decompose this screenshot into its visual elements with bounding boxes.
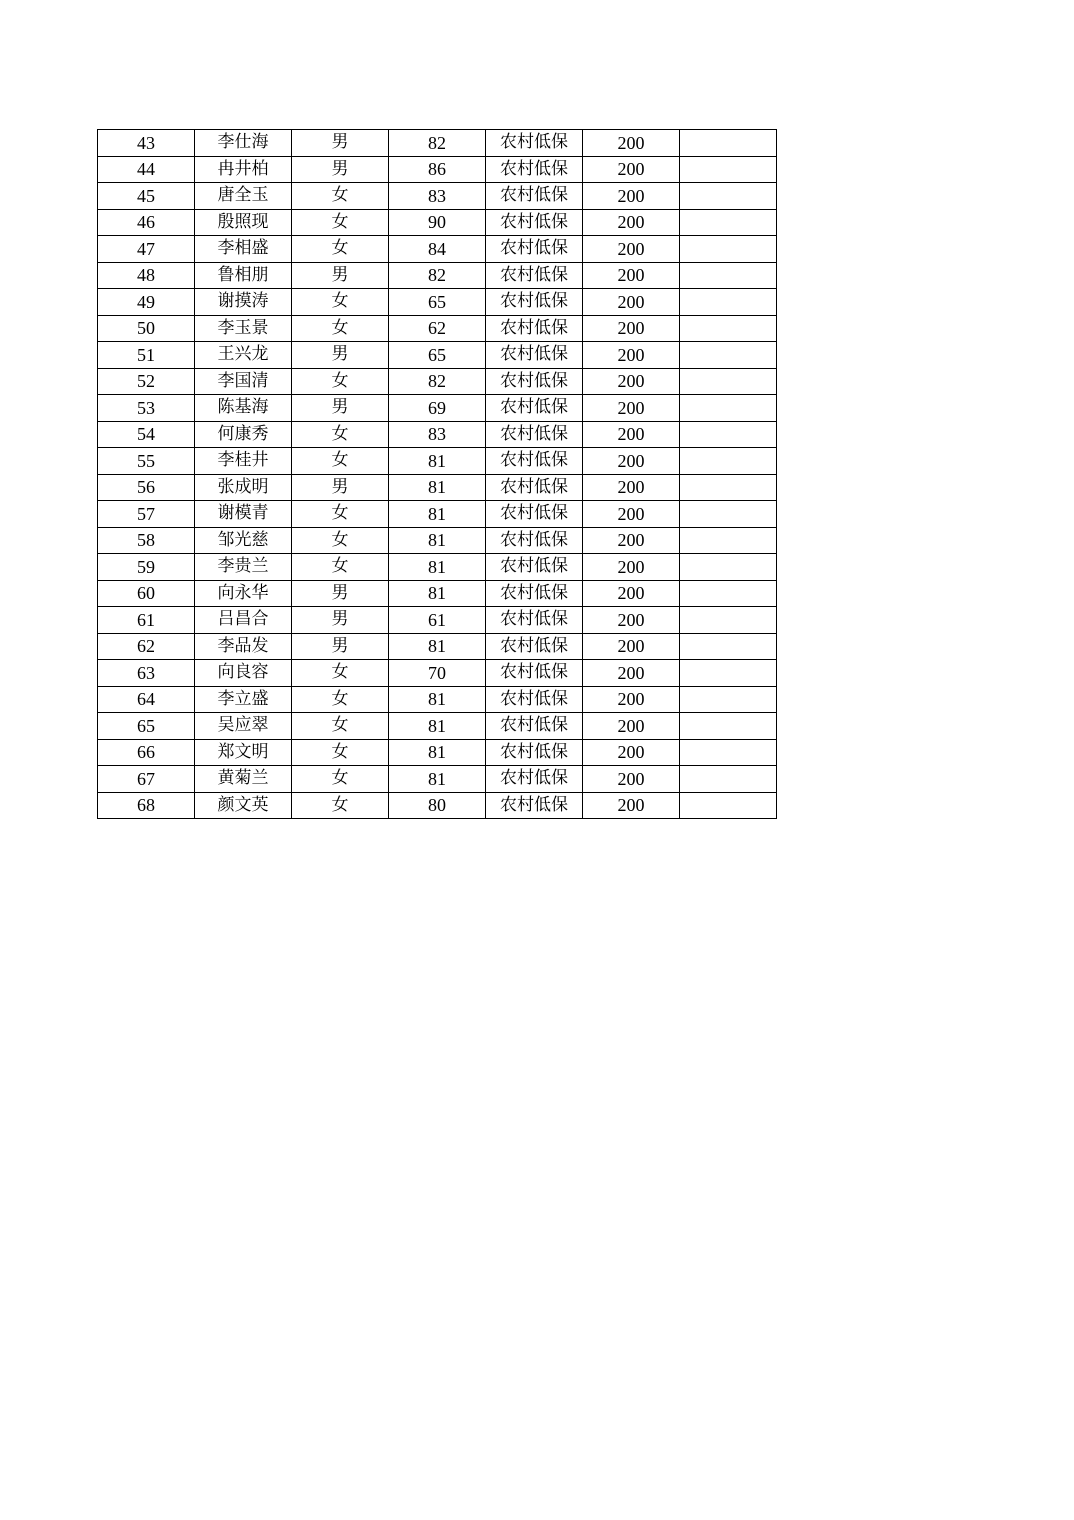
- age-cell: 82: [389, 368, 486, 395]
- gender-cell: 女: [292, 554, 389, 581]
- table-row: [98, 766, 777, 793]
- amount-cell: 200: [583, 183, 680, 210]
- index-cell: 60: [98, 580, 195, 607]
- age-cell: 81: [389, 474, 486, 501]
- name-cell: 黄菊兰: [195, 766, 292, 793]
- remark-cell: [680, 660, 777, 687]
- remark-cell: [680, 713, 777, 740]
- amount-cell: 200: [583, 474, 680, 501]
- gender-cell: 女: [292, 686, 389, 713]
- name-cell: 李仕海: [195, 130, 292, 157]
- remark-cell: [680, 501, 777, 528]
- category-cell: 农村低保: [486, 501, 583, 528]
- table-row: [98, 183, 777, 210]
- index-cell: 58: [98, 527, 195, 554]
- name-cell: 李贵兰: [195, 554, 292, 581]
- category-cell: 农村低保: [486, 368, 583, 395]
- category-cell: 农村低保: [486, 395, 583, 422]
- gender-cell: 女: [292, 209, 389, 236]
- amount-cell: 200: [583, 262, 680, 289]
- category-cell: 农村低保: [486, 686, 583, 713]
- index-cell: 53: [98, 395, 195, 422]
- table-row: [98, 686, 777, 713]
- name-cell: 郑文明: [195, 739, 292, 766]
- age-cell: 81: [389, 527, 486, 554]
- table-row: [98, 262, 777, 289]
- category-cell: 农村低保: [486, 183, 583, 210]
- index-cell: 57: [98, 501, 195, 528]
- age-cell: 82: [389, 130, 486, 157]
- name-cell: 颜文英: [195, 792, 292, 819]
- index-cell: 61: [98, 607, 195, 634]
- table-row: [98, 527, 777, 554]
- remark-cell: [680, 421, 777, 448]
- remark-cell: [680, 395, 777, 422]
- name-cell: 李玉景: [195, 315, 292, 342]
- remark-cell: [680, 474, 777, 501]
- gender-cell: 女: [292, 501, 389, 528]
- remark-cell: [680, 262, 777, 289]
- age-cell: 81: [389, 554, 486, 581]
- category-cell: 农村低保: [486, 766, 583, 793]
- gender-cell: 男: [292, 633, 389, 660]
- index-cell: 59: [98, 554, 195, 581]
- amount-cell: 200: [583, 130, 680, 157]
- name-cell: 李品发: [195, 633, 292, 660]
- remark-cell: [680, 527, 777, 554]
- age-cell: 82: [389, 262, 486, 289]
- age-cell: 86: [389, 156, 486, 183]
- gender-cell: 女: [292, 660, 389, 687]
- category-cell: 农村低保: [486, 342, 583, 369]
- index-cell: 48: [98, 262, 195, 289]
- name-cell: 谢摸涛: [195, 289, 292, 316]
- amount-cell: 200: [583, 554, 680, 581]
- category-cell: 农村低保: [486, 607, 583, 634]
- name-cell: 向良容: [195, 660, 292, 687]
- name-cell: 何康秀: [195, 421, 292, 448]
- age-cell: 65: [389, 342, 486, 369]
- gender-cell: 女: [292, 289, 389, 316]
- index-cell: 50: [98, 315, 195, 342]
- name-cell: 李立盛: [195, 686, 292, 713]
- amount-cell: 200: [583, 792, 680, 819]
- index-cell: 56: [98, 474, 195, 501]
- table-row: [98, 554, 777, 581]
- gender-cell: 女: [292, 183, 389, 210]
- gender-cell: 女: [292, 236, 389, 263]
- category-cell: 农村低保: [486, 474, 583, 501]
- index-cell: 44: [98, 156, 195, 183]
- table-row: [98, 501, 777, 528]
- gender-cell: 男: [292, 474, 389, 501]
- amount-cell: 200: [583, 342, 680, 369]
- category-cell: 农村低保: [486, 739, 583, 766]
- name-cell: 陈基海: [195, 395, 292, 422]
- gender-cell: 女: [292, 421, 389, 448]
- amount-cell: 200: [583, 660, 680, 687]
- age-cell: 81: [389, 501, 486, 528]
- amount-cell: 200: [583, 448, 680, 475]
- remark-cell: [680, 315, 777, 342]
- remark-cell: [680, 739, 777, 766]
- age-cell: 62: [389, 315, 486, 342]
- remark-cell: [680, 130, 777, 157]
- table-row: [98, 130, 777, 157]
- index-cell: 49: [98, 289, 195, 316]
- remark-cell: [680, 633, 777, 660]
- table-row: [98, 448, 777, 475]
- table-row: [98, 739, 777, 766]
- index-cell: 64: [98, 686, 195, 713]
- age-cell: 81: [389, 766, 486, 793]
- index-cell: 45: [98, 183, 195, 210]
- amount-cell: 200: [583, 739, 680, 766]
- index-cell: 43: [98, 130, 195, 157]
- name-cell: 吕昌合: [195, 607, 292, 634]
- category-cell: 农村低保: [486, 554, 583, 581]
- table-row: [98, 660, 777, 687]
- remark-cell: [680, 554, 777, 581]
- data-table: [97, 129, 777, 819]
- age-cell: 81: [389, 580, 486, 607]
- name-cell: 邹光慈: [195, 527, 292, 554]
- name-cell: 谢模青: [195, 501, 292, 528]
- table-row: [98, 633, 777, 660]
- amount-cell: 200: [583, 607, 680, 634]
- age-cell: 84: [389, 236, 486, 263]
- remark-cell: [680, 236, 777, 263]
- age-cell: 83: [389, 183, 486, 210]
- table-row: [98, 792, 777, 819]
- remark-cell: [680, 448, 777, 475]
- age-cell: 81: [389, 448, 486, 475]
- gender-cell: 女: [292, 766, 389, 793]
- amount-cell: 200: [583, 686, 680, 713]
- category-cell: 农村低保: [486, 289, 583, 316]
- amount-cell: 200: [583, 156, 680, 183]
- index-cell: 55: [98, 448, 195, 475]
- amount-cell: 200: [583, 766, 680, 793]
- gender-cell: 男: [292, 580, 389, 607]
- age-cell: 80: [389, 792, 486, 819]
- table-row: [98, 474, 777, 501]
- age-cell: 61: [389, 607, 486, 634]
- amount-cell: 200: [583, 236, 680, 263]
- gender-cell: 男: [292, 262, 389, 289]
- remark-cell: [680, 183, 777, 210]
- gender-cell: 男: [292, 395, 389, 422]
- age-cell: 90: [389, 209, 486, 236]
- amount-cell: 200: [583, 501, 680, 528]
- table-row: [98, 209, 777, 236]
- table-row: [98, 342, 777, 369]
- age-cell: 81: [389, 633, 486, 660]
- remark-cell: [680, 209, 777, 236]
- gender-cell: 男: [292, 130, 389, 157]
- age-cell: 65: [389, 289, 486, 316]
- amount-cell: 200: [583, 315, 680, 342]
- index-cell: 65: [98, 713, 195, 740]
- gender-cell: 女: [292, 448, 389, 475]
- category-cell: 农村低保: [486, 262, 583, 289]
- amount-cell: 200: [583, 713, 680, 740]
- index-cell: 67: [98, 766, 195, 793]
- name-cell: 冉井柏: [195, 156, 292, 183]
- gender-cell: 男: [292, 156, 389, 183]
- category-cell: 农村低保: [486, 792, 583, 819]
- index-cell: 66: [98, 739, 195, 766]
- table-row: [98, 607, 777, 634]
- category-cell: 农村低保: [486, 315, 583, 342]
- remark-cell: [680, 766, 777, 793]
- amount-cell: 200: [583, 633, 680, 660]
- category-cell: 农村低保: [486, 156, 583, 183]
- amount-cell: 200: [583, 368, 680, 395]
- index-cell: 54: [98, 421, 195, 448]
- gender-cell: 女: [292, 527, 389, 554]
- remark-cell: [680, 792, 777, 819]
- amount-cell: 200: [583, 421, 680, 448]
- name-cell: 唐全玉: [195, 183, 292, 210]
- remark-cell: [680, 686, 777, 713]
- name-cell: 张成明: [195, 474, 292, 501]
- remark-cell: [680, 289, 777, 316]
- gender-cell: 女: [292, 713, 389, 740]
- amount-cell: 200: [583, 209, 680, 236]
- remark-cell: [680, 342, 777, 369]
- gender-cell: 男: [292, 607, 389, 634]
- table-row: [98, 289, 777, 316]
- index-cell: 46: [98, 209, 195, 236]
- index-cell: 63: [98, 660, 195, 687]
- age-cell: 83: [389, 421, 486, 448]
- category-cell: 农村低保: [486, 527, 583, 554]
- index-cell: 52: [98, 368, 195, 395]
- category-cell: 农村低保: [486, 660, 583, 687]
- remark-cell: [680, 607, 777, 634]
- age-cell: 81: [389, 713, 486, 740]
- gender-cell: 女: [292, 315, 389, 342]
- category-cell: 农村低保: [486, 580, 583, 607]
- name-cell: 李桂井: [195, 448, 292, 475]
- category-cell: 农村低保: [486, 421, 583, 448]
- name-cell: 向永华: [195, 580, 292, 607]
- remark-cell: [680, 368, 777, 395]
- gender-cell: 女: [292, 368, 389, 395]
- table-row: [98, 421, 777, 448]
- name-cell: 殷照现: [195, 209, 292, 236]
- category-cell: 农村低保: [486, 448, 583, 475]
- amount-cell: 200: [583, 527, 680, 554]
- name-cell: 王兴龙: [195, 342, 292, 369]
- gender-cell: 男: [292, 342, 389, 369]
- table-row: [98, 236, 777, 263]
- gender-cell: 女: [292, 739, 389, 766]
- amount-cell: 200: [583, 580, 680, 607]
- table-body: [98, 130, 777, 819]
- category-cell: 农村低保: [486, 236, 583, 263]
- age-cell: 69: [389, 395, 486, 422]
- category-cell: 农村低保: [486, 130, 583, 157]
- index-cell: 62: [98, 633, 195, 660]
- amount-cell: 200: [583, 289, 680, 316]
- category-cell: 农村低保: [486, 209, 583, 236]
- amount-cell: 200: [583, 395, 680, 422]
- age-cell: 81: [389, 739, 486, 766]
- remark-cell: [680, 580, 777, 607]
- gender-cell: 女: [292, 792, 389, 819]
- index-cell: 47: [98, 236, 195, 263]
- name-cell: 鲁相朋: [195, 262, 292, 289]
- remark-cell: [680, 156, 777, 183]
- table-row: [98, 713, 777, 740]
- name-cell: 李相盛: [195, 236, 292, 263]
- index-cell: 51: [98, 342, 195, 369]
- table-row: [98, 368, 777, 395]
- category-cell: 农村低保: [486, 713, 583, 740]
- table-row: [98, 580, 777, 607]
- name-cell: 李国清: [195, 368, 292, 395]
- age-cell: 81: [389, 686, 486, 713]
- category-cell: 农村低保: [486, 633, 583, 660]
- table-row: [98, 315, 777, 342]
- index-cell: 68: [98, 792, 195, 819]
- name-cell: 吴应翠: [195, 713, 292, 740]
- age-cell: 70: [389, 660, 486, 687]
- table-row: [98, 156, 777, 183]
- table-row: [98, 395, 777, 422]
